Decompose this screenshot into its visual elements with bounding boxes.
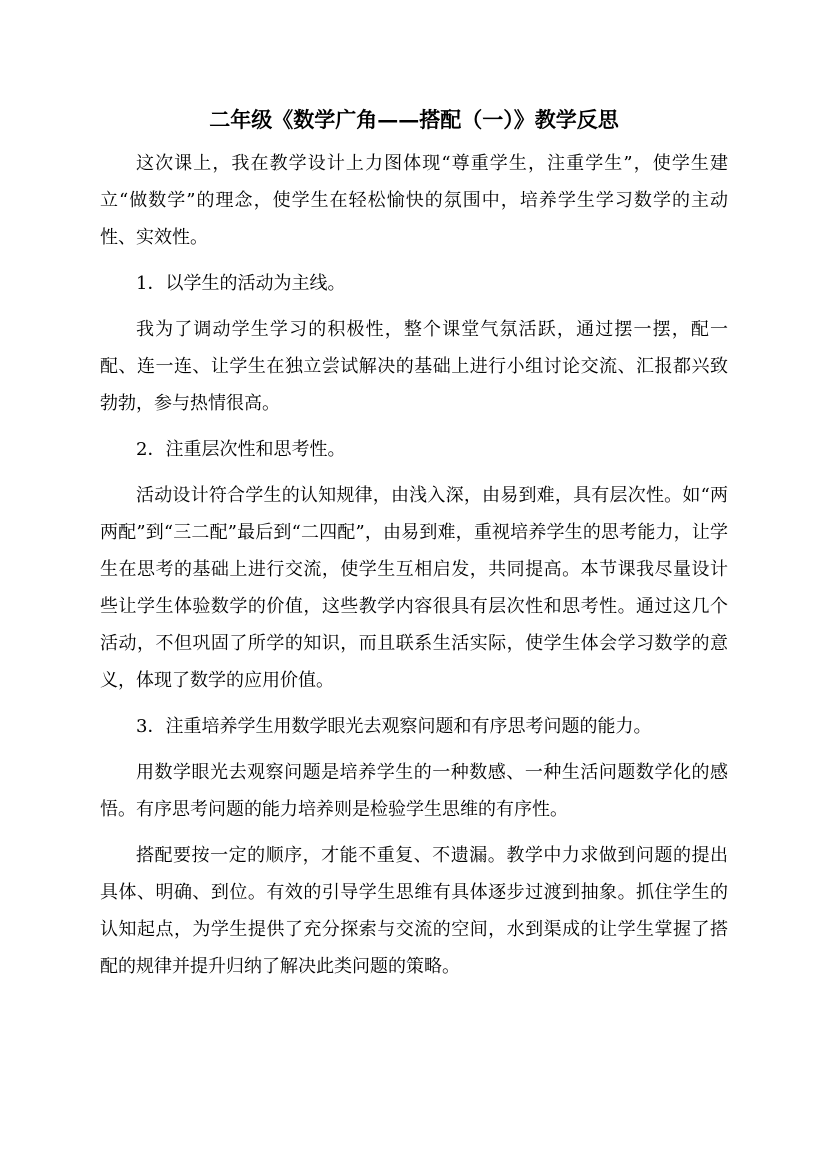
section-1-heading: 1．以学生的活动为主线。 bbox=[136, 273, 346, 294]
intro-paragraph: 这次课上，我在教学设计上力图体现“尊重学生，注重学生”，使学生建立“做数学”的理念，使学生在轻松愉快的氛围中，培养学生学习数学的主动性、实效性。 bbox=[100, 153, 728, 248]
section-1-paragraph-1: 我为了调动学生学习的积极性，整个课堂气氛活跃，通过摆一摆，配一配、连一连、让学生在独立尝试解决的基础上进行小组讨论交流、汇报都兴致勃勃，参与热情很高。 bbox=[100, 319, 728, 414]
section-3-paragraph-1: 用数学眼光去观察问题是培养学生的一种数感、一种生活问题数学化的感悟。有序思考问题的能力培养则是检验学生思维的有序性。 bbox=[100, 762, 728, 820]
document-body bbox=[100, 145, 728, 985]
document-title: 二年级《数学广角——搭配（一）》教学反思 bbox=[209, 107, 619, 132]
section-2-heading: 2．注重层次性和思考性。 bbox=[136, 439, 346, 460]
section-3-heading: 3．注重培养学生用数学眼光去观察问题和有序思考问题的能力。 bbox=[136, 716, 652, 737]
section-2-paragraph-1: 活动设计符合学生的认知规律，由浅入深，由易到难，具有层次性。如“两两配”到“三二配”最后到“二四配”，由易到难，重视培养学生的思考能力，让学生在思考的基础上进行交流，使学生互相启发，共同提高。本节课我尽量设计些让学生体验数学的价值，这些教学内容很具有层次性和思考性。通过这几个活动，不但巩固了所学的知识，而且联系生活实际，使学生体会学习数学的意义，体现了数学的应用价值。 bbox=[100, 485, 728, 691]
section-3-paragraph-2: 搭配要按一定的顺序，才能不重复、不遗漏。教学中力求做到问题的提出具体、明确、到位。有效的引导学生思维有具体逐步过渡到抽象。抓住学生的认知起点，为学生提供了充分探索与交流的空间，水到渠成的让学生掌握了搭配的规律并提升归纳了解决此类问题的策略。 bbox=[100, 845, 728, 977]
